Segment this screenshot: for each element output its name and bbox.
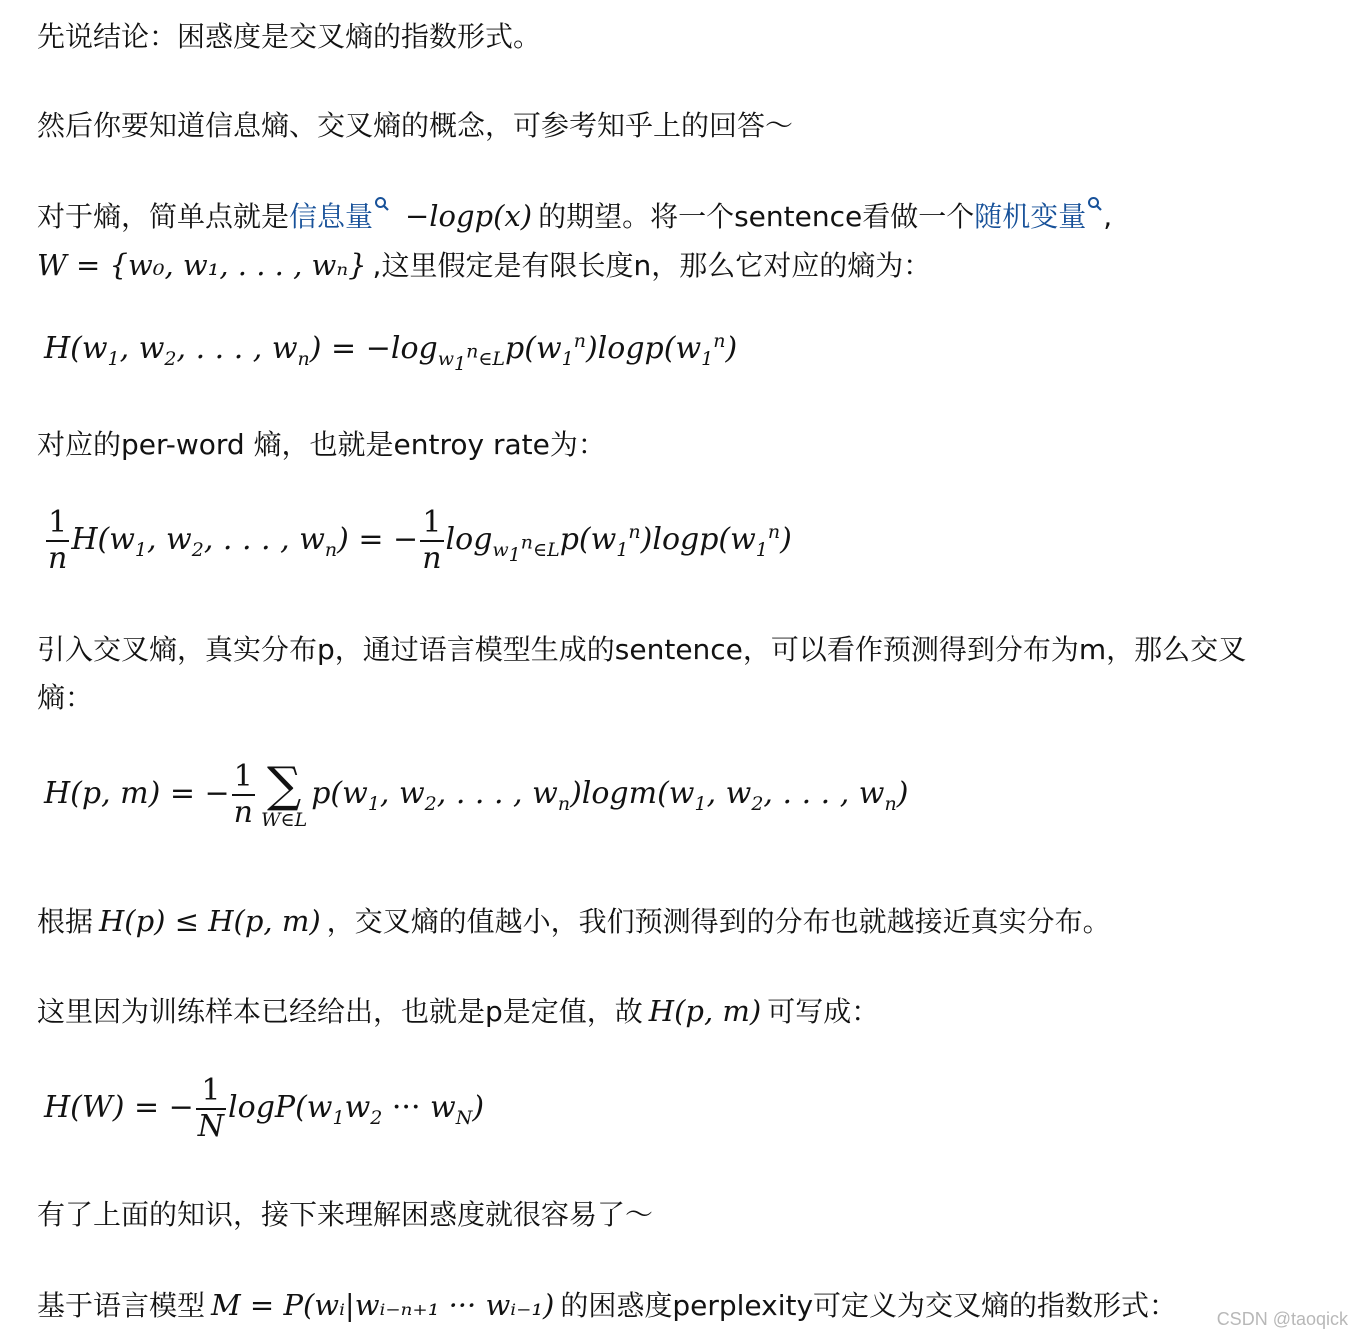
paragraph-training [37,991,879,1032]
math-language-model: M = P(wᵢ|wᵢ₋ₙ₊₁ ··· wᵢ₋₁) [211,1288,555,1322]
paragraph-per-word-entropy: 对应的per-word 熵，也就是entroy rate为： [37,428,606,461]
inequality-text-b: ，交叉熵的值越小，我们预测得到的分布也就越接近真实分布。 [326,905,1111,938]
fraction-1-over-n: $\frac{1}{n}$ [422,505,442,576]
equation-entropy [44,330,737,375]
entropy-text-b: 的期望。将一个sentence看做一个 [538,200,975,233]
math-neg-logp: −logp(x) [404,199,533,233]
link-information-quantity[interactable]: 信息量 [289,200,390,233]
link-random-variable[interactable]: 随机变量 [974,200,1103,233]
paragraph-sentence-def [37,245,931,286]
paragraph-knowledge: 有了上面的知识，接下来理解困惑度就很容易了～ [37,1198,654,1231]
paragraph-conclusion: 先说结论：困惑度是交叉熵的指数形式。 [37,20,542,53]
training-text-b: 可写成： [767,995,880,1028]
paragraph-cross-entropy-line2: 熵： [37,681,94,714]
entropy-text-a: 对于熵，简单点就是 [37,200,290,233]
search-icon [1087,196,1103,212]
equation-cross-entropy: H(p, m) = − $\frac{1}{n}$ ∑ W∈L $p(w_1$, $w_2$, . . . , $w_n)\log m(w_1$, $w_2$, . . . , $w_n$) [44,757,909,831]
equation-entropy-body: $H(w_1$, $w_2$, . . . , $w_n) = -\log_{w_1^n\in L}p(w_1^n)\log p(w_1^n)$ [44,330,738,375]
perplexity-text-a: 基于语言模型 [37,1289,206,1322]
inequality-text-a: 根据 [37,905,94,938]
watermark: CSDN @taoqick [1216,1309,1348,1329]
entropy-text-c: , [1103,200,1113,233]
training-text-a: 这里因为训练样本已经给出，也就是p是定值，故 [37,995,643,1028]
summation-symbol: ∑ W∈L [261,757,308,831]
equation-entropy-rate: $\frac{1}{n}$ $H(w_1$, $w_2$, . . . , $w_n$) = − $\frac{1}{n}$ $\log_{w_1^n\in L}p(w_1^n)\log p(w_1^n)$ [48,505,792,576]
paragraph-inequality [37,901,1111,942]
math-hpm: H(p, m) [648,994,762,1028]
math-inequality: H(p) ≤ H(p, m) [99,904,321,938]
equation-hw: H(W) = − $\frac{1}{N}$ $\log P(w_1w_2$ ··· $w_N$) [44,1073,485,1144]
fraction-1-over-n: $\frac{1}{n}$ [233,759,253,830]
paragraph-concepts: 然后你要知道信息熵、交叉熵的概念，可参考知乎上的回答～ [37,109,794,142]
perplexity-text-b: 的困惑度perplexity可定义为交叉熵的指数形式： [560,1289,1178,1322]
search-icon [374,196,390,212]
paragraph-cross-entropy-line1: 引入交叉熵，真实分布p，通过语言模型生成的sentence，可以看作预测得到分布为m，那么交叉 [37,633,1247,666]
fraction-1-over-N: $\frac{1}{N}$ [197,1073,225,1144]
sentence-def-text: ,这里假定是有限长度n，那么它对应的熵为： [372,249,932,282]
paragraph-perplexity [37,1285,1177,1326]
math-sentence-set: W = {w₀, w₁, . . . , wₙ} [37,248,367,282]
paragraph-entropy [37,196,1112,237]
fraction-1-over-n: $\frac{1}{n}$ [48,505,68,576]
